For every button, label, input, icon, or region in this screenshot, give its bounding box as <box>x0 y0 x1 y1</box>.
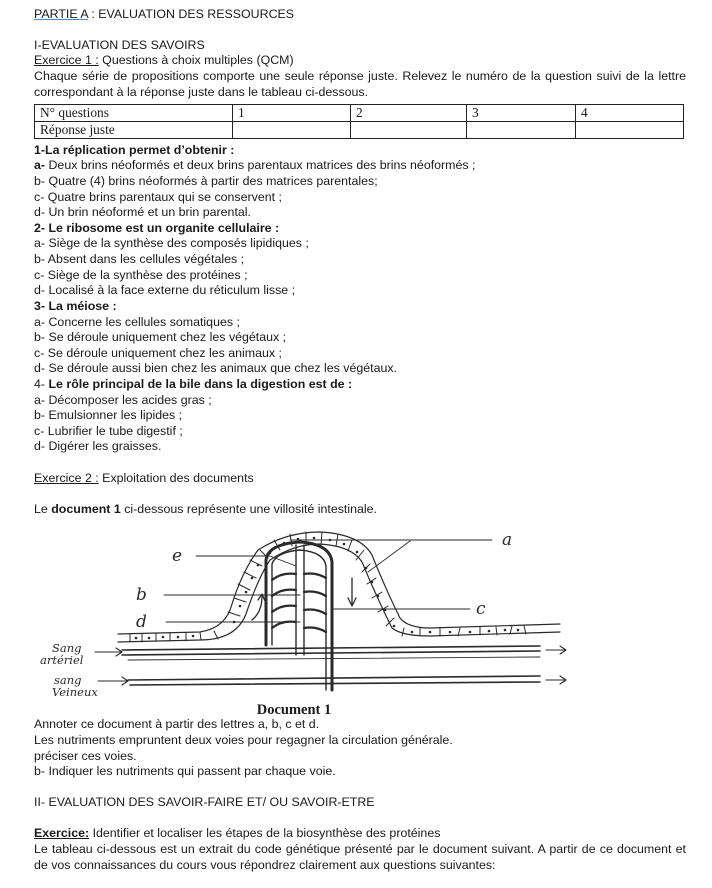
label-c: c <box>476 599 486 619</box>
question-4-title: 4- Le rôle principal de la bile dans la digestion est de : <box>34 377 353 391</box>
task-voies-intro: Les nutriments empruntent deux voies pour regagner la circulation générale. <box>34 733 453 747</box>
task-preciser: préciser ces voies. <box>34 749 137 763</box>
exercice2-label: Exercice 2 : <box>34 471 99 485</box>
question-2-option-d: d- Localisé à la face externe du réticulum lisse ; <box>34 283 296 297</box>
exercice2-heading <box>34 471 254 487</box>
label-sang-arteriel-2: artériel <box>40 653 84 667</box>
label-sang-veineux-1: sang <box>54 673 82 687</box>
label-sang-veineux-2: Veineux <box>52 685 98 699</box>
question-3-option-d: d- Se déroule aussi bien chez les animaux que chez les végétaux. <box>34 361 398 375</box>
question-2-title: 2- Le ribosome est un organite cellulaire : <box>34 221 280 235</box>
question-3-title: 3- La méiose : <box>34 299 117 313</box>
question-1-option-d: d- Un brin néoformé et un brin parental. <box>34 205 251 219</box>
partie-label: PARTIE A <box>34 7 88 21</box>
question-2-option-c: c- Siège de la synthèse des protéines ; <box>34 268 248 282</box>
label-d: d <box>136 612 147 632</box>
answer-table <box>34 104 684 139</box>
question-1-option-b: b- Quatre (4) brins néoformés à partir des matrices parentales; <box>34 174 378 188</box>
table-header-cell: 2 <box>351 105 467 122</box>
question-4-option-b: b- Emulsionner les lipides ; <box>34 408 183 422</box>
label-b: b <box>136 585 147 605</box>
partie-heading <box>34 7 294 23</box>
table-header-cell: 1 <box>233 105 351 122</box>
exercice1-instructions: Chaque série de propositions comporte une seule réponse juste. Relevez le numéro de la question suivi de la lettre correspondant à la réponse juste dans le tableau ci-dessous. <box>34 69 686 99</box>
table-row-label: Réponse juste <box>35 122 233 139</box>
task-indiquer: b- Indiquer les nutriments qui passent par chaque voie. <box>34 764 336 778</box>
question-1-option-c: c- Quatre brins parentaux qui se conservent ; <box>34 190 282 204</box>
question-2-option-a: a- Siège de la synthèse des composés lipidiques ; <box>34 236 309 250</box>
answer-cell-3[interactable] <box>467 122 576 139</box>
question-4-option-d: d- Digérer les graisses. <box>34 439 162 453</box>
answer-table-header-row <box>35 105 684 122</box>
table-header-cell: 3 <box>467 105 576 122</box>
exercice1-label: Exercice 1 : <box>34 53 99 67</box>
table-header-cell: N° questions <box>35 105 233 122</box>
question-1-title: 1-La réplication permet d’obtenir : <box>34 143 235 157</box>
exercice3-text: Le tableau ci-dessous est un extrait du code génétique présenté par le document suivant. A partir de ce document et de vos connaissances du cours vous répondrez clairement aux questions suivantes: <box>34 842 686 872</box>
answer-table-row <box>35 122 684 139</box>
question-4-option-a: a- Décomposer les acides gras ; <box>34 393 212 407</box>
section2-title: II- EVALUATION DES SAVOIR-FAIRE ET/ OU SAVOIR-ETRE <box>34 795 375 809</box>
question-3-option-a: a- Concerne les cellules somatiques ; <box>34 315 240 329</box>
exercice2-intro: Le document 1 ci-dessous représente une villosité intestinale. <box>34 502 377 516</box>
section1-title: I-EVALUATION DES SAVOIRS <box>34 38 205 52</box>
answer-cell-1[interactable] <box>233 122 351 139</box>
exercice3-label: Exercice: <box>34 826 90 840</box>
exercice3-heading <box>34 826 440 842</box>
figure-caption: Document 1 <box>256 702 332 718</box>
partie-title: : EVALUATION DES RESSOURCES <box>87 7 295 21</box>
task-annotate: Annoter ce document à partir des lettres a, b, c et d. <box>34 717 320 731</box>
table-header-cell: 4 <box>576 105 684 122</box>
exercice2-title: Exploitation des documents <box>98 471 254 485</box>
label-e: e <box>172 546 183 566</box>
question-1-option-a: a- Deux brins néoformés et deux brins parentaux matrices des brins néoformés ; <box>34 158 476 172</box>
exercice1-heading <box>34 53 294 69</box>
exercice3-title: Identifier et localiser les étapes de la biosynthèse des protéines <box>89 826 441 840</box>
question-2-option-b: b- Absent dans les cellules végétales ; <box>34 252 245 266</box>
question-3-option-c: c- Se déroule uniquement chez les animaux ; <box>34 346 282 360</box>
answer-cell-4[interactable] <box>576 122 684 139</box>
label-sang-arteriel-1: Sang <box>52 641 82 655</box>
question-4-option-c: c- Lubrifier le tube digestif ; <box>34 424 183 438</box>
question-3-option-b: b- Se déroule uniquement chez les végétaux ; <box>34 330 287 344</box>
label-a: a <box>502 530 513 550</box>
exercice1-title: Questions à choix multiples (QCM) <box>98 53 294 67</box>
answer-cell-2[interactable] <box>351 122 467 139</box>
